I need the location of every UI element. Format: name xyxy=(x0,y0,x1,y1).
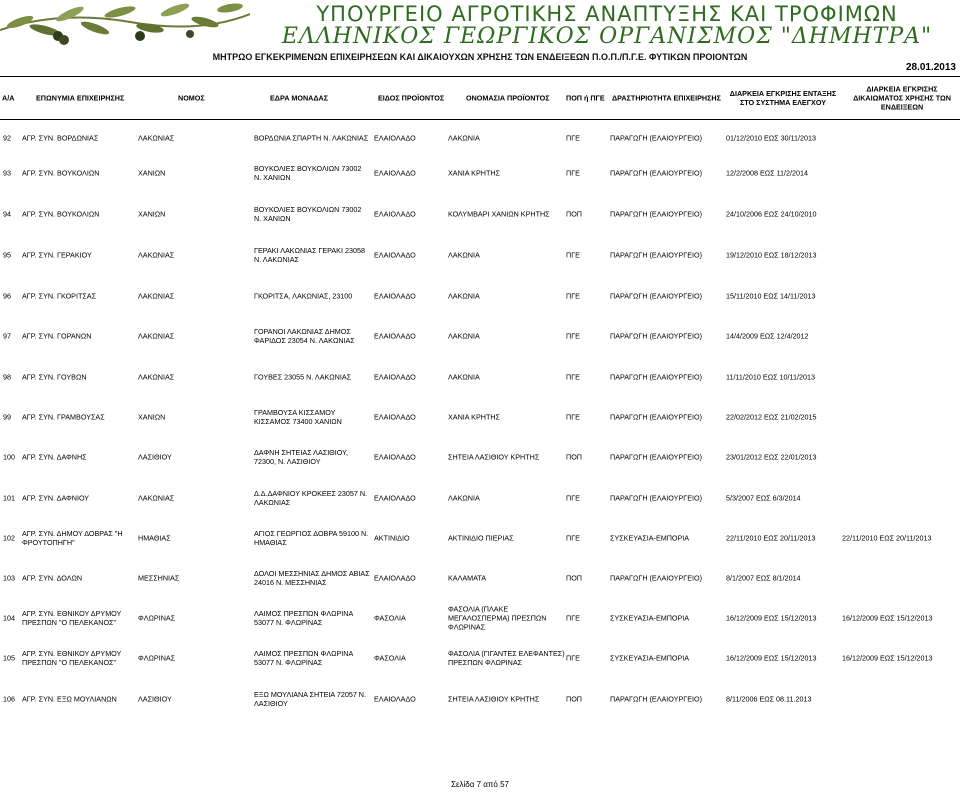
cell-drast: ΣΥΣΚΕΥΑΣΙΑ-ΕΜΠΟΡΙΑ xyxy=(610,613,690,623)
cell-nomos: ΛΑΚΩΝΙΑΣ xyxy=(138,291,175,301)
cell-drast: ΠΑΡΑΓΩΓΗ (ΕΛΑΙΟΥΡΓΕΙΟ) xyxy=(610,694,702,704)
cell-aa: 106 xyxy=(3,694,15,704)
cell-pop: ΠΓΕ xyxy=(566,291,580,301)
cell-aa: 92 xyxy=(3,133,11,143)
col-pop: ΠΟΠ ή ΠΓΕ xyxy=(566,93,605,103)
cell-diarkeia-entaxis: 22/11/2010 ΕΩΣ 20/11/2013 xyxy=(726,533,816,543)
cell-pop: ΠΓΕ xyxy=(566,533,580,543)
cell-nomos: ΛΑΚΩΝΙΑΣ xyxy=(138,493,175,503)
cell-diarkeia-entaxis: 16/12/2009 ΕΩΣ 15/12/2013 xyxy=(726,653,817,663)
cell-aa: 99 xyxy=(3,412,11,422)
cell-edra: ΓΕΡΑΚΙ ΛΑΚΩΝΙΑΣ ΓΕΡΑΚΙ 23058 Ν. ΛΑΚΩΝΙΑΣ xyxy=(254,246,365,264)
cell-diarkeia-entaxis: 8/1/2007 ΕΩΣ 8/1/2014 xyxy=(726,573,801,583)
cell-onomasia: ΑΚΤΙΝΙΔΙΟ ΠΙΕΡΙΑΣ xyxy=(448,533,514,543)
cell-onomasia: ΛΑΚΩΝΙΑ xyxy=(448,250,480,260)
cell-aa: 101 xyxy=(3,493,15,503)
cell-nomos: ΦΛΩΡΙΝΑΣ xyxy=(138,653,176,663)
cell-drast: ΠΑΡΑΓΩΓΗ (ΕΛΑΙΟΥΡΓΕΙΟ) xyxy=(610,133,702,143)
cell-name: ΑΓΡ. ΣΥΝ. ΔΗΜΟΥ ΔΟΒΡΑΣ "Η ΦΡΟΥΤΟΠΗΓΗ" xyxy=(22,529,123,547)
table-row xyxy=(0,120,960,156)
cell-aa: 95 xyxy=(3,250,11,260)
cell-onomasia: ΛΑΚΩΝΙΑ xyxy=(448,133,480,143)
cell-pop: ΠΓΕ xyxy=(566,250,580,260)
cell-pop: ΠΓΕ xyxy=(566,613,580,623)
cell-diarkeia-xrisis: 22/11/2010 ΕΩΣ 20/11/2013 xyxy=(842,533,932,543)
table-row xyxy=(0,399,960,435)
cell-aa: 98 xyxy=(3,372,11,382)
table-row xyxy=(0,439,960,475)
cell-diarkeia-entaxis: 8/11/2006 ΕΩΣ 08.11.2013 xyxy=(726,694,812,704)
cell-edra: ΓΟΥΒΕΣ 23055 Ν. ΛΑΚΩΝΙΑΣ xyxy=(254,372,352,382)
cell-diarkeia-entaxis: 5/3/2007 ΕΩΣ 6/3/2014 xyxy=(726,493,801,503)
cell-drast: ΠΑΡΑΓΩΓΗ (ΕΛΑΙΟΥΡΓΕΙΟ) xyxy=(610,291,702,301)
cell-eidos: ΕΛΑΙΟΛΑΔΟ xyxy=(374,209,416,219)
cell-diarkeia-entaxis: 19/12/2010 ΕΩΣ 18/12/2013 xyxy=(726,250,817,260)
cell-drast: ΠΑΡΑΓΩΓΗ (ΕΛΑΙΟΥΡΓΕΙΟ) xyxy=(610,493,702,503)
cell-onomasia: ΛΑΚΩΝΙΑ xyxy=(448,291,480,301)
cell-eidos: ΕΛΑΙΟΛΑΔΟ xyxy=(374,133,416,143)
cell-aa: 102 xyxy=(3,533,15,543)
cell-pop: ΠΓΕ xyxy=(566,653,580,663)
cell-name: ΑΓΡ. ΣΥΝ. ΒΟΡΔΩΝΙΑΣ xyxy=(22,133,99,143)
cell-nomos: ΛΑΣΙΘΙΟΥ xyxy=(138,452,172,462)
cell-name: ΑΓΡ. ΣΥΝ. ΒΟΥΚΟΛΙΩΝ xyxy=(22,168,100,178)
cell-pop: ΠΓΕ xyxy=(566,372,580,382)
table-row xyxy=(0,520,960,556)
cell-nomos: ΛΑΚΩΝΙΑΣ xyxy=(138,250,175,260)
cell-aa: 104 xyxy=(3,613,15,623)
olive-branch-logo xyxy=(0,0,250,48)
cell-diarkeia-entaxis: 22/02/2012 ΕΩΣ 21/02/2015 xyxy=(726,412,817,422)
cell-nomos: ΧΑΝΙΩΝ xyxy=(138,412,166,422)
cell-name: ΑΓΡ. ΣΥΝ. ΕΘΝΙΚΟΥ ΔΡΥΜΟΥ ΠΡΕΣΠΩΝ "Ο ΠΕΛΕΚΑΝΟΣ" xyxy=(22,649,122,667)
cell-edra: ΛΑΙΜΟΣ ΠΡΕΣΠΩΝ ΦΛΩΡΙΝΑ 53077 Ν. ΦΛΩΡΙΝΑΣ xyxy=(254,649,353,667)
cell-drast: ΠΑΡΑΓΩΓΗ (ΕΛΑΙΟΥΡΓΕΙΟ) xyxy=(610,452,702,462)
cell-eidos: ΕΛΑΙΟΛΑΔΟ xyxy=(374,250,416,260)
cell-diarkeia-xrisis: 16/12/2009 ΕΩΣ 15/12/2013 xyxy=(842,653,933,663)
cell-drast: ΠΑΡΑΓΩΓΗ (ΕΛΑΙΟΥΡΓΕΙΟ) xyxy=(610,412,702,422)
cell-nomos: ΗΜΑΘΙΑΣ xyxy=(138,533,171,543)
cell-name: ΑΓΡ. ΣΥΝ. ΓΟΥΒΩΝ xyxy=(22,372,87,382)
cell-edra: ΑΓΙΟΣ ΓΕΩΡΓΙΟΣ ΔΟΒΡΑ 59100 Ν. ΗΜΑΘΙΑΣ xyxy=(254,529,369,547)
cell-pop: ΠΟΠ xyxy=(566,209,582,219)
cell-edra: ΛΑΙΜΟΣ ΠΡΕΣΠΩΝ ΦΛΩΡΙΝΑ 53077 Ν. ΦΛΩΡΙΝΑΣ xyxy=(254,609,353,627)
cell-drast: ΣΥΣΚΕΥΑΣΙΑ-ΕΜΠΟΡΙΑ xyxy=(610,533,690,543)
cell-nomos: ΦΛΩΡΙΝΑΣ xyxy=(138,613,176,623)
col-onomasia: ΟΝΟΜΑΣΙΑ ΠΡΟΪΟΝΤΟΣ xyxy=(466,93,550,103)
cell-onomasia: ΧΑΝΙΑ ΚΡΗΤΗΣ xyxy=(448,168,500,178)
document-header xyxy=(0,0,960,74)
organization-title: ΕΛΛΗΝΙΚΟΣ ΓΕΩΡΓΙΚΟΣ ΟΡΓΑΝΙΣΜΟΣ "ΔΗΜΗΤΡΑ" xyxy=(281,24,933,49)
cell-name: ΑΓΡ. ΣΥΝ. ΔΟΛΩΝ xyxy=(22,573,83,583)
cell-eidos: ΕΛΑΙΟΛΑΔΟ xyxy=(374,573,416,583)
cell-eidos: ΕΛΑΙΟΛΑΔΟ xyxy=(374,291,416,301)
cell-drast: ΠΑΡΑΓΩΓΗ (ΕΛΑΙΟΥΡΓΕΙΟ) xyxy=(610,168,702,178)
col-drast: ΔΡΑΣΤΗΡΙΟΤΗΤΑ ΕΠΙΧΕΙΡΗΣΗΣ xyxy=(612,93,721,103)
cell-diarkeia-entaxis: 15/11/2010 ΕΩΣ 14/11/2013 xyxy=(726,291,816,301)
cell-aa: 103 xyxy=(3,573,15,583)
cell-onomasia: ΚΑΛΑΜΑΤΑ xyxy=(448,573,487,583)
cell-edra: Δ.Δ.ΔΑΦΝΙΟΥ ΚΡΟΚΕΕΣ 23057 Ν. ΛΑΚΩΝΙΑΣ xyxy=(254,489,368,507)
cell-eidos: ΕΛΑΙΟΛΑΔΟ xyxy=(374,694,416,704)
table-row xyxy=(0,600,960,636)
cell-diarkeia-entaxis: 23/01/2012 ΕΩΣ 22/01/2013 xyxy=(726,452,817,462)
document-date: 28.01.2013 xyxy=(905,62,956,73)
cell-eidos: ΕΛΑΙΟΛΑΔΟ xyxy=(374,331,416,341)
cell-diarkeia-xrisis: 16/12/2009 ΕΩΣ 15/12/2013 xyxy=(842,613,933,623)
cell-diarkeia-entaxis: 16/12/2009 ΕΩΣ 15/12/2013 xyxy=(726,613,817,623)
cell-edra: ΒΟΡΔΩΝΙΑ ΣΠΑΡΤΗ Ν. ΛΑΚΩΝΙΑΣ xyxy=(254,133,369,143)
cell-name: ΑΓΡ. ΣΥΝ. ΓΚΟΡΙΤΣΑΣ xyxy=(22,291,97,301)
col-diarkeia-xrisis: ΔΙΑΡΚΕΙΑ ΕΓΚΡΙΣΗΣ ΔΙΚΑΙΩΜΑΤΟΣ ΧΡΗΣΗΣ ΤΩΝ ΕΝΔΕΙΞΕΩΝ xyxy=(853,84,951,112)
cell-pop: ΠΓΕ xyxy=(566,133,580,143)
cell-eidos: ΕΛΑΙΟΛΑΔΟ xyxy=(374,168,416,178)
table-row xyxy=(0,196,960,232)
cell-name: ΑΓΡ. ΣΥΝ. ΔΑΦΝΙΟΥ xyxy=(22,493,90,503)
col-eidos: ΕΙΔΟΣ ΠΡΟΪΟΝΤΟΣ xyxy=(378,93,445,103)
cell-pop: ΠΟΠ xyxy=(566,694,582,704)
cell-drast: ΠΑΡΑΓΩΓΗ (ΕΛΑΙΟΥΡΓΕΙΟ) xyxy=(610,573,702,583)
cell-nomos: ΛΑΣΙΘΙΟΥ xyxy=(138,694,172,704)
col-name: ΕΠΩΝΥΜΙΑ ΕΠΙΧΕΙΡΗΣΗΣ xyxy=(36,93,125,103)
cell-name: ΑΓΡ. ΣΥΝ. ΕΘΝΙΚΟΥ ΔΡΥΜΟΥ ΠΡΕΣΠΩΝ "Ο ΠΕΛΕΚΑΝΟΣ" xyxy=(22,609,122,627)
cell-pop: ΠΟΠ xyxy=(566,573,582,583)
cell-edra: ΓΚΟΡΙΤΣΑ, ΛΑΚΩΝΙΑΣ, 23100 xyxy=(254,291,353,301)
col-aa: Α/Α xyxy=(2,93,15,103)
cell-edra: ΒΟΥΚΟΛΙΕΣ ΒΟΥΚΟΛΙΩΝ 73002 Ν. ΧΑΝΙΩΝ xyxy=(254,164,362,182)
table-row xyxy=(0,278,960,314)
table-header xyxy=(0,76,960,120)
col-edra: ΕΔΡΑ ΜΟΝΑΔΑΣ xyxy=(270,93,329,103)
cell-nomos: ΛΑΚΩΝΙΑΣ xyxy=(138,372,175,382)
cell-edra: ΒΟΥΚΟΛΙΕΣ ΒΟΥΚΟΛΙΩΝ 73002 Ν. ΧΑΝΙΩΝ xyxy=(254,205,362,223)
cell-pop: ΠΟΠ xyxy=(566,452,582,462)
cell-onomasia: ΣΗΤΕΙΑ ΛΑΣΙΘΙΟΥ ΚΡΗΤΗΣ xyxy=(448,452,540,462)
table-row xyxy=(0,237,960,273)
cell-edra: ΕΞΩ ΜΟΥΛΙΑΝΑ ΣΗΤΕΙΑ 72057 Ν. ΛΑΣΙΘΙΟΥ xyxy=(254,690,366,708)
table-row xyxy=(0,560,960,596)
page-number: Σελίδα 7 από 57 xyxy=(451,780,509,789)
cell-eidos: ΕΛΑΙΟΛΑΔΟ xyxy=(374,412,416,422)
table-row xyxy=(0,480,960,516)
cell-eidos: ΕΛΑΙΟΛΑΔΟ xyxy=(374,452,416,462)
cell-edra: ΓΡΑΜΒΟΥΣΑ ΚΙΣΣΑΜΟΥ ΚΙΣΣΑΜΟΣ 73400 ΧΑΝΙΩΝ xyxy=(254,408,342,426)
cell-diarkeia-entaxis: 14/4/2009 ΕΩΣ 12/4/2012 xyxy=(726,331,809,341)
cell-nomos: ΧΑΝΙΩΝ xyxy=(138,168,166,178)
cell-onomasia: ΛΑΚΩΝΙΑ xyxy=(448,493,480,503)
registry-subtitle: ΜΗΤΡΩΟ ΕΓΚΕΚΡΙΜΕΝΩΝ ΕΠΙΧΕΙΡΗΣΕΩΝ ΚΑΙ ΔΙΚΑΙΟΥΧΩΝ ΧΡΗΣΗΣ ΤΩΝ ΕΝΔΕΙΞΕΩΝ Π.Ο.Π./Π.Γ.Ε. ΦΥΤΙΚΩΝ ΠΡΟΙΟΝΤΩΝ xyxy=(212,52,748,62)
cell-aa: 93 xyxy=(3,168,11,178)
cell-onomasia: ΣΗΤΕΙΑ ΛΑΣΙΘΙΟΥ ΚΡΗΤΗΣ xyxy=(448,694,540,704)
cell-name: ΑΓΡ. ΣΥΝ. ΓΕΡΑΚΙΟΥ xyxy=(22,250,92,260)
cell-pop: ΠΓΕ xyxy=(566,331,580,341)
table-row xyxy=(0,640,960,676)
cell-drast: ΠΑΡΑΓΩΓΗ (ΕΛΑΙΟΥΡΓΕΙΟ) xyxy=(610,331,702,341)
cell-drast: ΠΑΡΑΓΩΓΗ (ΕΛΑΙΟΥΡΓΕΙΟ) xyxy=(610,209,702,219)
cell-edra: ΔΟΛΟΙ ΜΕΣΣΗΝΙΑΣ ΔΗΜΟΣ ΑΒΙΑΣ 24016 Ν. ΜΕΣΣΗΝΙΑΣ xyxy=(254,569,370,587)
cell-nomos: ΜΕΣΣΗΝΙΑΣ xyxy=(138,573,180,583)
cell-name: ΑΓΡ. ΣΥΝ. ΓΡΑΜΒΟΥΣΑΣ xyxy=(22,412,105,422)
table-row xyxy=(0,359,960,395)
table-row xyxy=(0,681,960,717)
cell-name: ΑΓΡ. ΣΥΝ. ΔΑΦΝΗΣ xyxy=(22,452,87,462)
table-row xyxy=(0,155,960,191)
cell-pop: ΠΓΕ xyxy=(566,493,580,503)
cell-edra: ΔΑΦΝΗ ΣΗΤΕΙΑΣ ΛΑΣΙΘΙΟΥ, 72300, Ν. ΛΑΣΙΘΙΟΥ xyxy=(254,448,349,466)
cell-eidos: ΦΑΣΟΛΙΑ xyxy=(374,613,406,623)
cell-eidos: ΕΛΑΙΟΛΑΔΟ xyxy=(374,372,416,382)
cell-drast: ΣΥΣΚΕΥΑΣΙΑ-ΕΜΠΟΡΙΑ xyxy=(610,653,690,663)
cell-onomasia: ΚΟΛΥΜΒΑΡΙ ΧΑΝΙΩΝ ΚΡΗΤΗΣ xyxy=(448,209,550,219)
cell-diarkeia-entaxis: 24/10/2006 ΕΩΣ 24/10/2010 xyxy=(726,209,817,219)
cell-onomasia: ΦΑΣΟΛΙΑ (ΠΛΑΚΕ ΜΕΓΑΛΟΣΠΕΡΜΑ) ΠΡΕΣΠΩΝ ΦΛΩΡΙΝΑΣ xyxy=(448,604,547,632)
cell-diarkeia-entaxis: 01/12/2010 ΕΩΣ 30/11/2013 xyxy=(726,133,817,143)
cell-aa: 105 xyxy=(3,653,15,663)
table-row xyxy=(0,318,960,354)
cell-name: ΑΓΡ. ΣΥΝ. ΕΞΩ ΜΟΥΛΙΑΝΩΝ xyxy=(22,694,117,704)
cell-pop: ΠΓΕ xyxy=(566,168,580,178)
cell-eidos: ΑΚΤΙΝΙΔΙΟ xyxy=(374,533,410,543)
cell-name: ΑΓΡ. ΣΥΝ. ΒΟΥΚΟΛΙΩΝ xyxy=(22,209,100,219)
cell-onomasia: ΛΑΚΩΝΙΑ xyxy=(448,372,480,382)
cell-onomasia: ΧΑΝΙΑ ΚΡΗΤΗΣ xyxy=(448,412,500,422)
cell-aa: 94 xyxy=(3,209,11,219)
cell-diarkeia-entaxis: 12/2/2008 ΕΩΣ 11/2/2014 xyxy=(726,168,809,178)
cell-edra: ΓΟΡΑΝΟΙ ΛΑΚΩΝΙΑΣ ΔΗΜΟΣ ΦΑΡΙΔΟΣ 23054 Ν. ΛΑΚΩΝΙΑΣ xyxy=(254,327,355,345)
cell-eidos: ΦΑΣΟΛΙΑ xyxy=(374,653,406,663)
cell-nomos: ΛΑΚΩΝΙΑΣ xyxy=(138,331,175,341)
cell-onomasia: ΦΑΣΟΛΙΑ (ΓΙΓΑΝΤΕΣ ΕΛΕΦΑΝΤΕΣ) ΠΡΕΣΠΩΝ ΦΛΩΡΙΝΑΣ xyxy=(448,649,565,667)
cell-drast: ΠΑΡΑΓΩΓΗ (ΕΛΑΙΟΥΡΓΕΙΟ) xyxy=(610,372,702,382)
cell-eidos: ΕΛΑΙΟΛΑΔΟ xyxy=(374,493,416,503)
cell-nomos: ΛΑΚΩΝΙΑΣ xyxy=(138,133,175,143)
cell-pop: ΠΓΕ xyxy=(566,412,580,422)
cell-nomos: ΧΑΝΙΩΝ xyxy=(138,209,166,219)
cell-aa: 96 xyxy=(3,291,11,301)
ministry-title: ΥΠΟΥΡΓΕΙΟ ΑΓΡΟΤΙΚΗΣ ΑΝΑΠΤΥΞΗΣ ΚΑΙ ΤΡΟΦΙΜΩΝ xyxy=(316,2,898,26)
col-diarkeia-entaxis: ΔΙΑΡΚΕΙΑ ΕΓΚΡΙΣΗΣ ΕΝΤΑΞΗΣ ΣΤΟ ΣΥΣΤΗΜΑ ΕΛΕΓΧΟΥ xyxy=(729,89,837,107)
cell-diarkeia-entaxis: 11/11/2010 ΕΩΣ 10/11/2013 xyxy=(726,372,815,382)
cell-drast: ΠΑΡΑΓΩΓΗ (ΕΛΑΙΟΥΡΓΕΙΟ) xyxy=(610,250,702,260)
cell-aa: 97 xyxy=(3,331,11,341)
cell-aa: 100 xyxy=(3,452,15,462)
cell-onomasia: ΛΑΚΩΝΙΑ xyxy=(448,331,480,341)
cell-name: ΑΓΡ. ΣΥΝ. ΓΟΡΑΝΩΝ xyxy=(22,331,92,341)
col-nomos: ΝΟΜΟΣ xyxy=(178,93,205,103)
